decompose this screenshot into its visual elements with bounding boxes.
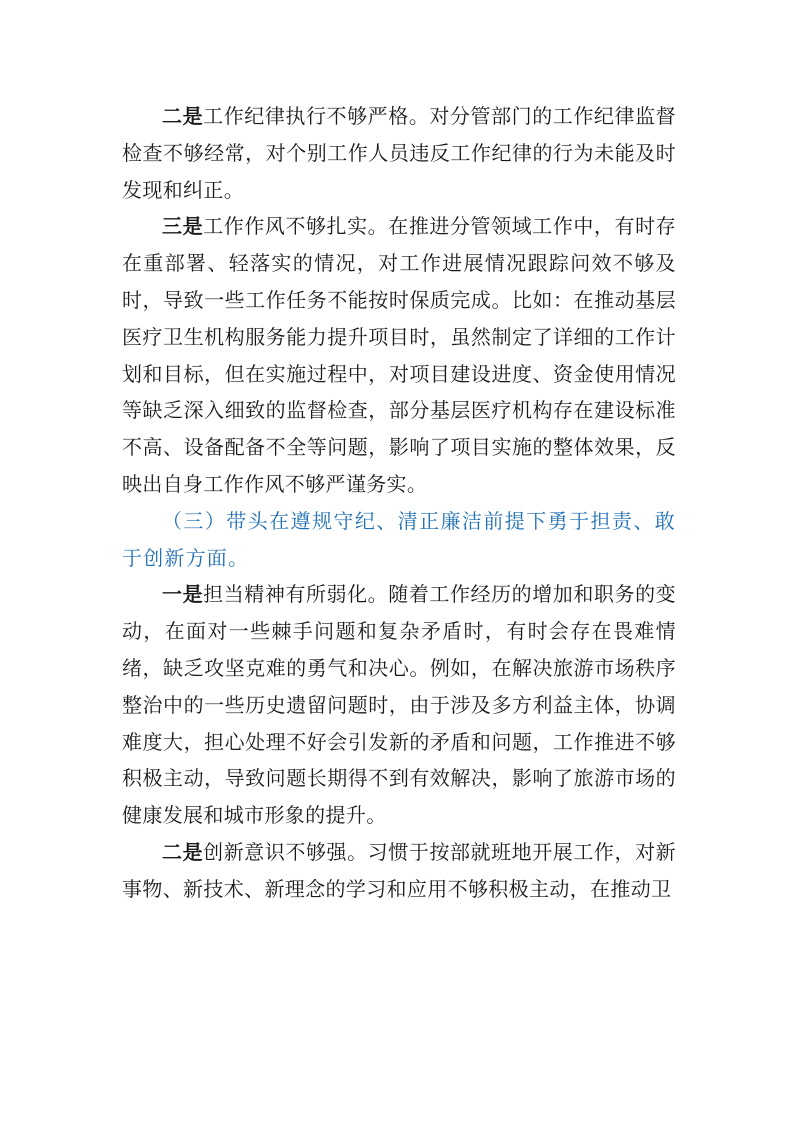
paragraph-lead: 三是 xyxy=(162,214,204,239)
paragraph-discipline xyxy=(122,98,676,208)
paragraph-lead: 一是 xyxy=(162,582,204,607)
paragraph-lead: 二是 xyxy=(162,839,204,864)
section-heading: （三）带头在遵规守纪、清正廉洁前提下勇于担责、敢于创新方面。 xyxy=(122,508,676,570)
paragraph-text: 工作作风不够扎实。在推进分管领域工作中，有时存在重部署、轻落实的情况，对工作进展情况跟踪问效不够及时，导致一些工作任务不能按时保质完成。比如：在推动基层医疗卫生机构服务能力提升项目时，虽然制定了详细的工作计划和目标，但在实施过程中，对项目建设进度、资金使用情况等缺乏深入细致的监督检查，部分基层医疗机构存在建设标准不高、设备配备不全等问题，影响了项目实施的整体效果，反映出自身工作作风不够严谨务实。 xyxy=(122,214,676,496)
paragraph-text: 创新意识不够强。习惯于按部就班地开展工作，对新事物、新技术、新理念的学习和应用不够积极主动，在推动卫 xyxy=(122,839,676,901)
paragraph-innovation xyxy=(122,834,676,908)
paragraph-text: 担当精神有所弱化。随着工作经历的增加和职务的变动，在面对一些棘手问题和复杂矛盾时，有时会存在畏难情绪，缺乏攻坚克难的勇气和决心。例如，在解决旅游市场秩序整治中的一些历史遗留问题时，由于涉及多方利益主体，协调难度大，担心处理不好会引发新的矛盾和问题，工作推进不够积极主动，导致问题长期得不到有效解决，影响了旅游市场的健康发展和城市形象的提升。 xyxy=(122,582,676,828)
paragraph-text: 工作纪律执行不够严格。对分管部门的工作纪律监督检查不够经常，对个别工作人员违反工作纪律的行为未能及时发现和纠正。 xyxy=(122,104,676,202)
paragraph-lead: 二是 xyxy=(162,104,204,128)
document-page xyxy=(122,98,676,908)
paragraph-work-style xyxy=(122,208,676,502)
paragraph-responsibility xyxy=(122,576,676,834)
